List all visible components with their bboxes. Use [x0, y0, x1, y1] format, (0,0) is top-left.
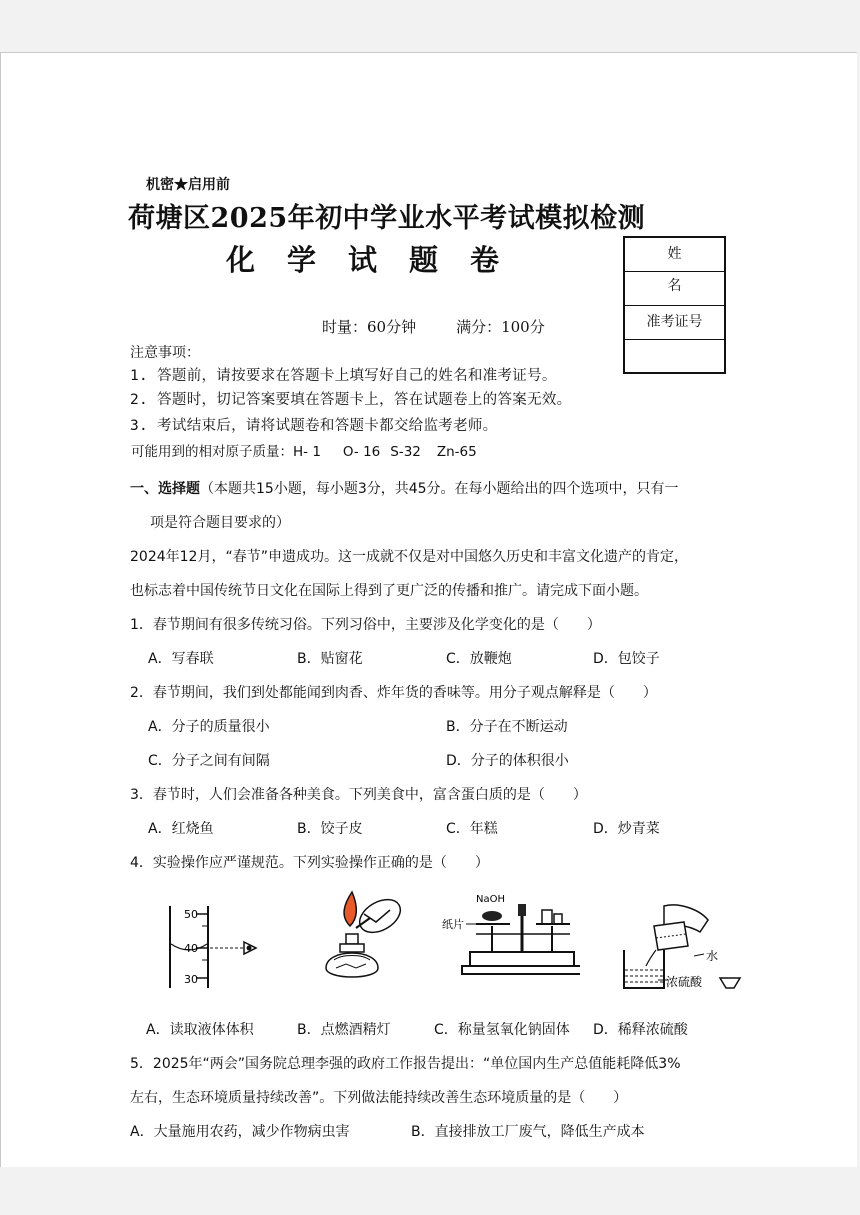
flame-icon: [344, 892, 356, 926]
exam-title: 荷塘区2025年初中学业水平考试模拟检测: [128, 203, 646, 234]
dilution-figure: [620, 904, 744, 994]
question-stem-cont: 左右，生态环境质量持续改善”。下列做法能持续改善生态环境质量的是（ ）: [130, 1090, 628, 1106]
naoh-label: NaOH: [476, 894, 505, 905]
question-stem: 5．2025年“两会”国务院总理李强的政府工作报告提出：“单位国内生产总值能耗降低3%: [130, 1056, 681, 1072]
option-b[interactable]: B．分子在不断运动: [446, 719, 568, 735]
atomic-mass-value: S-32: [390, 444, 421, 460]
note-item: 3. 考试结束后，请将试题卷和答题卡都交给监考老师。: [130, 418, 498, 434]
option-d[interactable]: D．炒青菜: [593, 821, 660, 837]
paper-label: 纸片: [442, 918, 464, 931]
water-label: 水: [706, 949, 719, 963]
option-d[interactable]: D．稀释浓硫酸: [593, 1022, 688, 1038]
option-b[interactable]: B．直接排放工厂废气，降低生产成本: [411, 1124, 645, 1140]
option-c[interactable]: C．年糕: [446, 821, 498, 837]
ticket-label: 准考证号: [625, 306, 724, 340]
option-a[interactable]: A．读取液体体积: [146, 1022, 254, 1038]
question-stem: 1．春节期间有很多传统习俗。下列习俗中，主要涉及化学变化的是（ ）: [130, 617, 601, 633]
option-a[interactable]: A．写春联: [148, 651, 214, 667]
atomic-mass-label: 可能用到的相对原子质量：: [131, 444, 293, 460]
note-item: 2. 答题时，切记答案要填在答题卡上，答在试题卷上的答案无效。: [130, 392, 572, 408]
question-stem: 3．春节时，人们会准备各种美食。下列美食中，富含蛋白质的是（ ）: [130, 787, 587, 803]
atomic-mass-value: Zn-65: [436, 444, 477, 460]
mark-40: 40: [184, 942, 198, 955]
question-stem: 2．春节期间，我们到处都能闻到肉香、炸年货的香味等。用分子观点解释是（ ）: [130, 685, 657, 701]
option-b[interactable]: B．饺子皮: [297, 821, 363, 837]
section-heading: [130, 478, 679, 498]
atomic-mass-value: H- 1: [293, 444, 321, 460]
alcohol-lamp-figure: [316, 888, 416, 988]
full-score: 满分：100分: [456, 318, 545, 336]
option-d[interactable]: D．包饺子: [593, 651, 660, 667]
section-desc: （本题共15小题，每小题3分，共45分。在每小题给出的四个选项中，只有一: [200, 481, 679, 497]
exam-info: [322, 316, 545, 337]
question-stem: 4．实验操作应严谨规范。下列实验操作正确的是（ ）: [130, 855, 489, 871]
section-title: 一、选择题: [130, 481, 200, 497]
option-a[interactable]: A．大量施用农药，减少作物病虫害: [130, 1124, 350, 1140]
mark-30: 30: [184, 973, 198, 986]
ticket-field[interactable]: [625, 340, 724, 374]
atomic-mass-value: O- 16: [342, 444, 381, 460]
acid-label: 浓硫酸: [666, 975, 703, 989]
context-line: 也标志着中国传统节日文化在国际上得到了更广泛的传播和推广。请完成下面小题。: [130, 583, 648, 599]
option-a[interactable]: A．分子的质量很小: [148, 719, 270, 735]
option-b[interactable]: B．点燃酒精灯: [297, 1022, 391, 1038]
option-a[interactable]: A．红烧鱼: [148, 821, 214, 837]
atomic-mass-line: [131, 440, 487, 460]
graduated-cylinder-figure: [160, 904, 270, 990]
option-c[interactable]: C．分子之间有间隔: [148, 753, 270, 769]
option-c[interactable]: C．放鞭炮: [446, 651, 512, 667]
option-d[interactable]: D．分子的体积很小: [446, 753, 569, 769]
name-label: 姓名: [625, 238, 724, 272]
option-b[interactable]: B．贴窗花: [297, 651, 363, 667]
balance-figure: [440, 890, 580, 982]
notes-heading: 注意事项：: [130, 345, 200, 361]
candidate-id-box: [623, 236, 726, 374]
context-line: 2024年12月，“春节”申遗成功。这一成就不仅是对中国悠久历史和丰富文化遗产的肯定，: [130, 549, 688, 565]
time-limit: 时量：60分钟: [322, 318, 417, 336]
section-desc-cont: 项是符合题目要求的）: [150, 515, 290, 531]
note-item: 1. 答题前，请按要求在答题卡上填写好自己的姓名和准考证号。: [130, 368, 557, 384]
confidential-mark: 机密★启用前: [146, 177, 230, 193]
mark-50: 50: [184, 908, 198, 921]
exam-subtitle: 化学试题卷: [226, 243, 532, 277]
option-c[interactable]: C．称量氢氧化钠固体: [434, 1022, 570, 1038]
